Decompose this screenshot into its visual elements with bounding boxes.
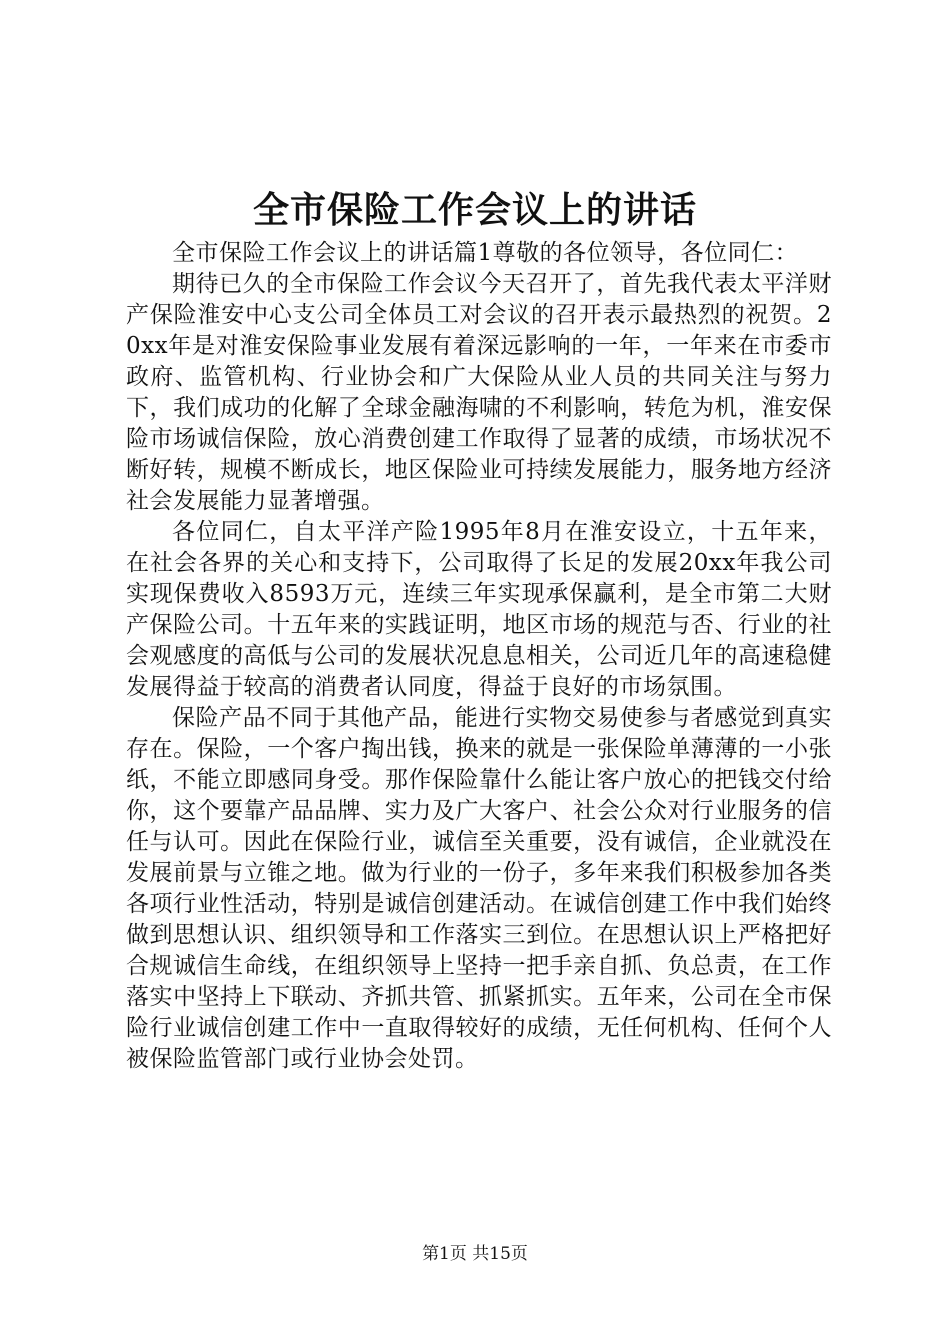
- paragraph: 全市保险工作会议上的讲话篇1尊敬的各位领导，各位同仁：: [172, 240, 799, 266]
- page-number-footer: 第1页 共15页: [422, 1244, 528, 1264]
- paragraph: 保险产品不同于其他产品，能进行实物交易使参与者感觉到真实存在。保险，一个客户掏出钱，换来的就是一张保险单薄薄的一小张纸，不能立即感同身受。那作保险靠什么能让客户放心的把钱交付给你，这个要靠产品品牌、实力及广大客户、社会公众对行业服务的信任与认可。因此在保险行业，诚信至关重要，没有诚信，企业就没在发展前景与立锥之地。做为行业的一份子，多年来我们积极参加各类各项行业性活动，特别是诚信创建活动。在诚信创建工作中我们始终做到思想认识、组织领导和工作落实三到位。在思想认识上严格把好合规诚信生命线，在组织领导上坚持一把手亲自抓、负总责，在工作落实中坚持上下联动、齐抓共管、抓紧抓实。五年来，公司在全市保险行业诚信创建工作中一直取得较好的成绩，无任何机构、任何个人被保险监管部门或行业协会处罚。: [126, 705, 832, 1072]
- document-body: [126, 238, 832, 1075]
- paragraph: 各位同仁，自太平洋产险1995年8月在淮安设立，十五年来，在社会各界的关心和支持下，公司取得了长足的发展20xx年我公司实现保费收入8593万元，连续三年实现承保赢利，是全市第二大财产保险公司。十五年来的实践证明，地区市场的规范与否、行业的社会观感度的高低与公司的发展状况息息相关，公司近几年的高速稳健发展得益于较高的消费者认同度，得益于良好的市场氛围。: [126, 519, 832, 700]
- paragraph: 期待已久的全市保险工作会议今天召开了，首先我代表太平洋财产保险淮安中心支公司全体员工对会议的召开表示最热烈的祝贺。20xx年是对淮安保险事业发展有着深远影响的一年，一年来在市委市政府、监管机构、行业协会和广大保险从业人员的共同关注与努力下，我们成功的化解了全球金融海啸的不利影响，转危为机，淮安保险市场诚信保险，放心消费创建工作取得了显著的成绩，市场状况不断好转，规模不断成长，地区保险业可持续发展能力，服务地方经济社会发展能力显著增强。: [126, 271, 832, 514]
- document-title: 全市保险工作会议上的讲话: [252, 189, 697, 231]
